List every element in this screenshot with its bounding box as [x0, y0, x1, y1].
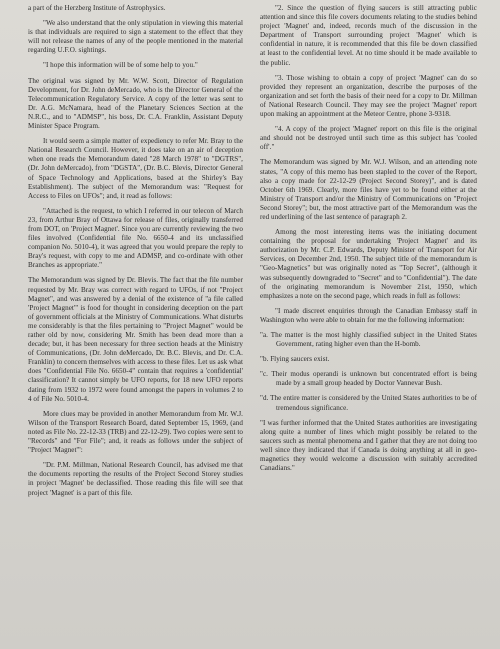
paragraph: The Memorandum was signed by Dr. Blevis. The fact that the file number requested by Mr. Bray was correct with regard to UFOs, if not "Project Magnet", and was answered by a denial of the existence of "a file called 'Project Magnet'" is food for thought in considering deception on the part of government officials at the Ministry of Communications. What disturbs me considerably is that the files pertaining to "Project Magnet" would be rather old by now, considering Mr. Smith has been dead more than a decade; but, it has been necessary for three section heads at the Ministry of Communications, (Dr. John deMercado, Dr. B.C. Blevis, and Dr. C.A. Franklin) to concern themselves with access to these files. Let us ask what does "Confidential File No. 6650-4" contain that requires a 'confidential' classification? It cannot simply be UFO reports, for 18 new UFO reports dating from 1932 to 1972 were found amongst the papers in volumes 2 to 4 of File No. 5010-4. — [28, 276, 243, 403]
paragraph: "I hope this information will be of some help to you." — [43, 61, 198, 70]
paragraph: It would seem a simple matter of expediency to refer Mr. Bray to the National Research Council. However, it does take on an air of deception when one reads the Memorandum dated "28 March 1978" to "DGTRS", (Dr. John deMercado), from "DGSTA", (Dr. B.C. Blevis, Director General of Space Technology and Applications, based at the Shirley's Bay Establishment). The subject of the Memorandum was: "Request for Access to Files on UFOs"; and, it read as follows: — [28, 137, 243, 200]
paragraph: "We also understand that the only stipulation in viewing this material is that individuals are required to sign a statement to the effect that they will not release the names of any of the people mentioned in the material regarding U.F.O. sightings. — [28, 19, 243, 55]
left-column — [28, 4, 243, 504]
paragraph: More clues may be provided in another Memorandum from Mr. W.J. Wilson of the Transport Research Board, dated September 15, 1969, (and noted as File No. 22-12-33 (TRB) and 22-12-29). Two copies were sent to "Records" and "For File"; and, it reads as follows under the subject of "Project 'Magnet'": — [28, 409, 243, 455]
quoted-list — [260, 331, 477, 413]
paragraph: "2. Since the question of flying saucers is still attracting public attention and since this file covers documents relating to the studies behind project 'Magnet' and, indeed, records much of the discussion in the Department of Transport surrounding project 'Magnet' which is confidential in nature, it is recommended that this file be down classified at least to the confidential level. At no time should it be made available to the public. — [260, 4, 477, 67]
paragraph: "3. Those wishing to obtain a copy of project 'Magnet' can do so provided they represent an organization, describe the purposes of the organization and set forth the basis of their need for a copy to Dr. Millman of National Research Council. They may see the project 'Magnet' report upon making an appointment at the Meteor Centre, phone 3-9318. — [260, 73, 477, 119]
paragraph: "I made discreet enquiries through the Canadian Embassy staff in Washington who were able to obtain for me the following information: — [260, 306, 477, 324]
list-item: "b. Flying saucers exist. — [260, 355, 330, 364]
paragraph: "Dr. P.M. Millman, National Research Council, has advised me that the documents reporting the results of the Project Second Storey studies in project 'Magnet' be declassified. Those reading this file will see that project 'Magnet' is a part of this file. — [28, 461, 243, 497]
paragraph: "4. A copy of the project 'Magnet' report on this file is the original and should not be destroyed until such time as this subject has 'cooled off'." — [260, 125, 477, 152]
list-item: "a. The matter is the most highly classified subject in the United States Government, rating higher even than the H-bomb. — [260, 331, 477, 349]
list-item: "d. The entire matter is considered by the United States authorities to be of tremendous significance. — [260, 394, 477, 412]
right-column — [260, 4, 477, 479]
list-item: "c. Their modus operandi is unknown but concentrated effort is being made by a small group headed by Doctor Vannevar Bush. — [260, 370, 477, 388]
paragraph: "Attached is the request, to which I referred in our telecon of March 23, from Arthur Bray of Ottawa for release of files, originally transferred from DOT, on 'Project Magnet'. Since you are currently reviewing the two files involved (Confidential file No. 6650-4 and its unclassified companion No. 5010-4), it was agreed that you would prepare the reply to Bray's request, with copy to me and ADMSP, and co-ordinate with other Branches as appropriate." — [28, 206, 243, 270]
paragraph: "I was further informed that the United States authorities are investigating along quite a number of lines which might possibly be related to the saucers such as mental phenomena and I gather that they are not doing too well since they indicated that if Canada is doing anything at all in geo-magnetics they would welcome a discussion with suitably accredited Canadians." — [260, 418, 477, 473]
paragraph: a part of the Herzberg Institute of Astrophysics. — [28, 4, 166, 12]
paragraph: The Memorandum was signed by Mr. W.J. Wilson, and an attending note states, "A copy of this memo has been stapled to the cover of the Report, also a copy made for 22-12-29 (Project Second Storey)", and is dated October 6th 1969. Clearly, more files have yet to be found either at the Ministry of Transport and/or the Ministry of Communications on "Project Second Storey"; but, the most attractive part of the Memorandum was the red underlining of the last sentence of paragraph 2. — [260, 158, 477, 221]
paragraph: Among the most interesting items was the initiating document containing the proposal for undertaking 'Project Magnet' and its authorization by Mr. C.P. Edwards, Deputy Minister of Transport for Air Services, on December 2nd, 1950. The subject title of the memorandum is "Geo-Magnetics" but was originally noted as "Top Secret", (although it was subsequently downgraded to "Secret" and to "Confidential"). The date of the originating memorandum is November 21st, 1950, which emphasizes a note on the second page, which reads in full as follows: — [260, 228, 477, 300]
paragraph: The original was signed by Mr. W.W. Scott, Director of Regulation Development, for Dr. John deMercado, who is the Director General of the Telecommunication Regulatory Service. A copy of the letter was sent to Dr. A.G. McNamara, head of the Planetary Sciences Section at the N.R.C., and to "ADMSP", his boss, Dr. C.A. Franklin, Assistant Deputy Minister Space Program. — [28, 76, 243, 131]
